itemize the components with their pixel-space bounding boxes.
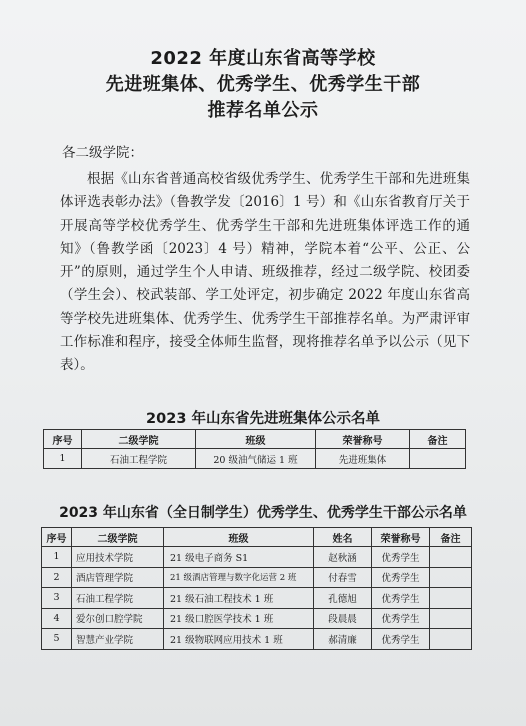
table-cell: 孔德旭 [314, 588, 372, 609]
header-cell: 班级 [164, 528, 314, 547]
table-cell: 21 级口腔医学技术 1 班 [164, 608, 314, 629]
table-cell: 应用技术学院 [72, 547, 164, 568]
table-cell: 1 [44, 449, 82, 469]
table-cell: 优秀学生 [372, 629, 430, 650]
table-cell: 先进班集体 [316, 449, 410, 469]
table1-heading: 2023 年山东省先进班集体公示名单 [146, 411, 380, 427]
table-cell: 优秀学生 [372, 608, 430, 629]
table-cell [430, 567, 472, 588]
header-cell: 荣誉称号 [372, 528, 430, 547]
table-cell: 段晨晨 [314, 608, 372, 629]
table-cell [430, 608, 472, 629]
table-cell: 郝清廉 [314, 629, 372, 650]
table-cell: 20 级油气储运 1 班 [196, 449, 316, 469]
table-cell: 付春雪 [314, 567, 372, 588]
table-cell: 3 [42, 588, 72, 609]
table-cell: 21 级酒店管理与数字化运营 2 班 [164, 567, 314, 588]
table-cell: 爱尔创口腔学院 [72, 608, 164, 629]
table-cell: 1 [42, 547, 72, 568]
advanced-class-table [43, 429, 466, 469]
header-cell: 荣誉称号 [316, 430, 410, 449]
table-cell: 酒店管理学院 [72, 567, 164, 588]
page-title-line-3: 推荐名单公示 [207, 100, 319, 121]
header-cell: 姓名 [314, 528, 372, 547]
table-row [42, 608, 472, 629]
header-cell: 二级学院 [72, 528, 164, 547]
table-row [42, 567, 472, 588]
table-cell: 优秀学生 [372, 588, 430, 609]
table-cell [410, 449, 466, 469]
table-cell: 21 级电子商务 S1 [164, 547, 314, 568]
header-cell: 备注 [430, 528, 472, 547]
table-cell: 21 级石油工程技术 1 班 [164, 588, 314, 609]
header-cell: 二级学院 [82, 430, 196, 449]
table-cell [430, 547, 472, 568]
table-cell [430, 588, 472, 609]
table-cell: 2 [42, 567, 72, 588]
table-cell: 5 [42, 629, 72, 650]
table-header-row [44, 430, 466, 449]
table-row [44, 449, 466, 469]
page-title-line-2: 先进班集体、优秀学生、优秀学生干部 [105, 74, 421, 95]
header-cell: 备注 [410, 430, 466, 449]
salutation: 各二级学院： [62, 145, 143, 161]
table2-heading: 2023 年山东省（全日制学生）优秀学生、优秀学生干部公示名单 [59, 505, 467, 521]
table-cell [430, 629, 472, 650]
table-cell: 智慧产业学院 [72, 629, 164, 650]
header-cell: 序号 [42, 528, 72, 547]
page-title-line-1: 2022 年度山东省高等学校 [150, 48, 376, 69]
table-cell: 21 级物联网应用技术 1 班 [164, 629, 314, 650]
body-paragraph: 根据《山东省普通高校省级优秀学生、优秀学生干部和先进班集体评选表彰办法》（鲁教学发〔2016〕1 号）和《山东省教育厅关于开展高等学校优秀学生、优秀学生干部和先进班集体评选工作的通知》（鲁教学函〔2023〕4 号）精神，学院本着“公平、公正、公开”的原则，通过学生个人申请、班级推荐，经过二级学院、校团委（学生会）、校武装部、学工处评定，初步确定 2022 年度山东省高等学校先进班集体、优秀学生、优秀学生干部推荐名单。为严肃评审工作标准和程序，接受全体师生监督，现将推荐名单予以公示（见下表）。 [60, 171, 470, 374]
table-row [42, 588, 472, 609]
excellent-students-table [41, 527, 472, 650]
table-cell: 石油工程学院 [82, 449, 196, 469]
table-header-row [42, 528, 472, 547]
table-cell: 石油工程学院 [72, 588, 164, 609]
table-row [42, 547, 472, 568]
table-row [42, 629, 472, 650]
header-cell: 班级 [196, 430, 316, 449]
table-cell: 优秀学生 [372, 547, 430, 568]
table-cell: 优秀学生 [372, 567, 430, 588]
header-cell: 序号 [44, 430, 82, 449]
table-cell: 赵秋涵 [314, 547, 372, 568]
table-cell: 4 [42, 608, 72, 629]
